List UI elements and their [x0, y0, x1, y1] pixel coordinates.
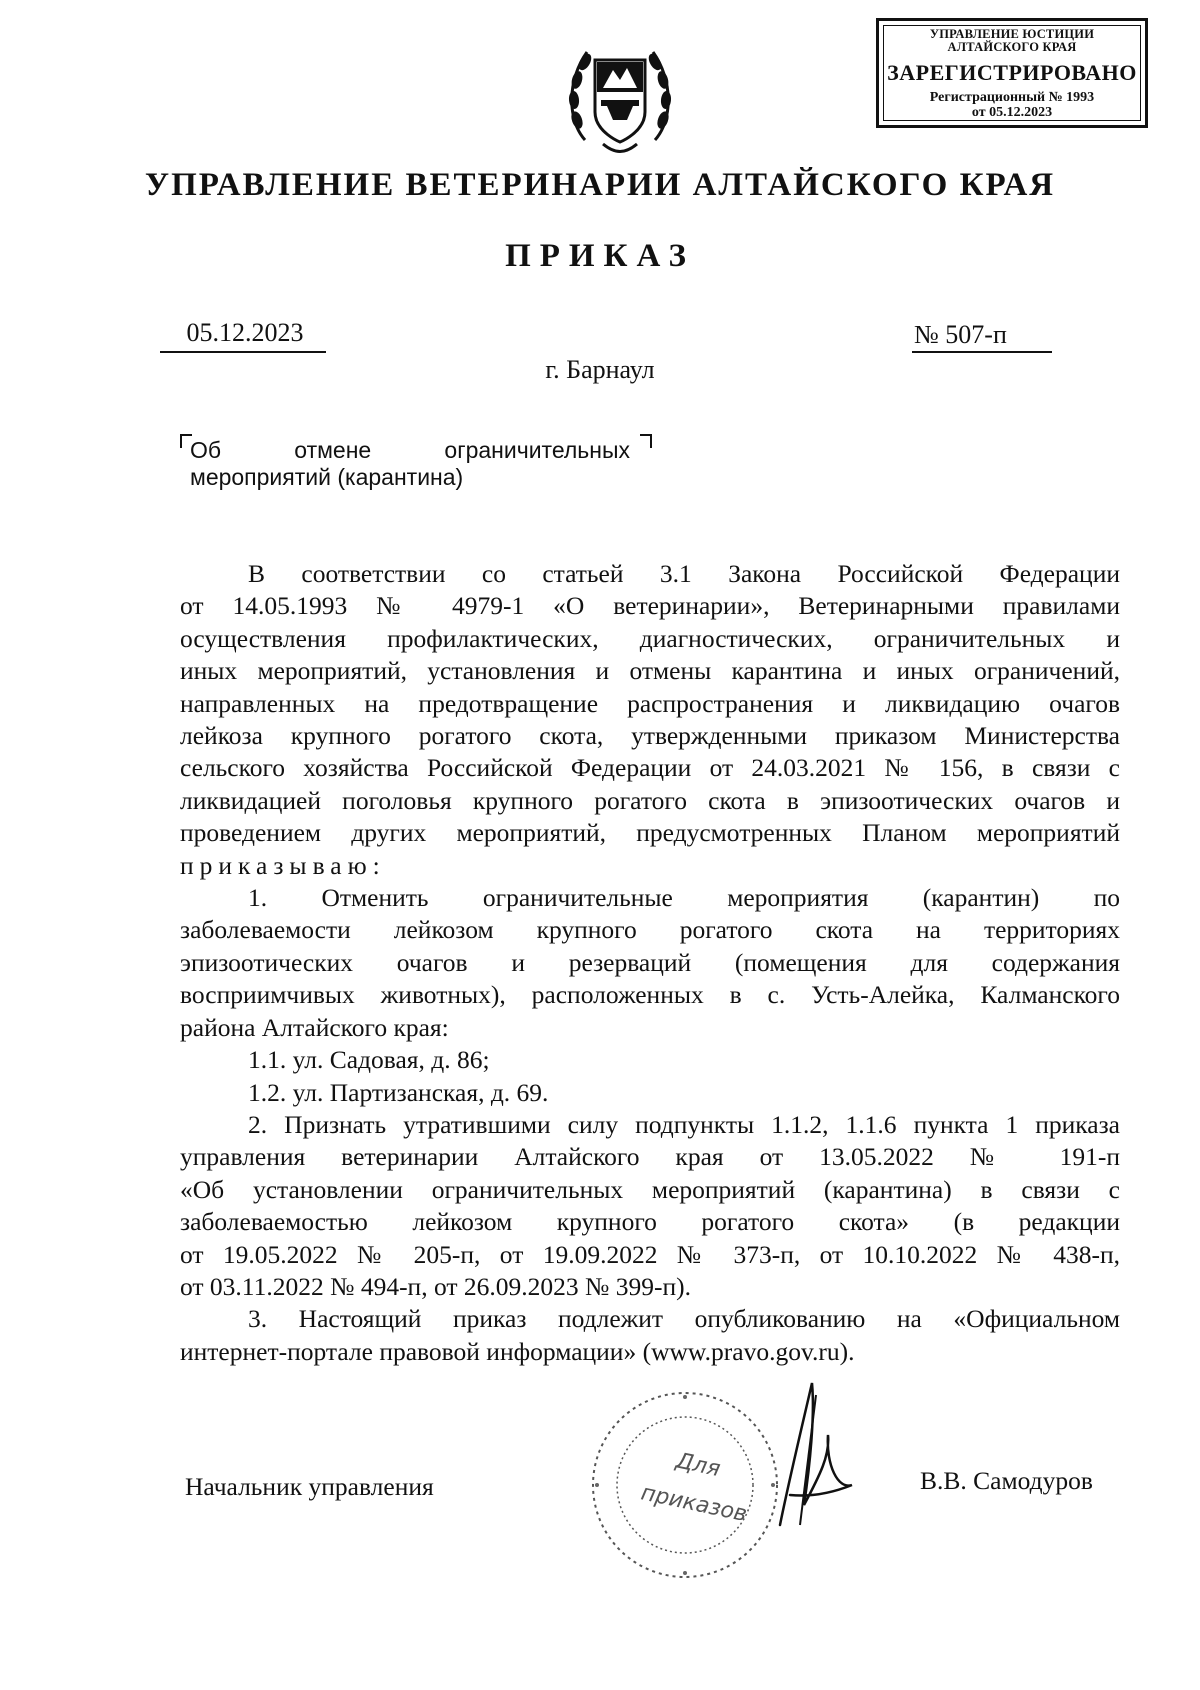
body-line: интернет-портале правовой информации» (www.pravo.gov.ru).: [180, 1336, 855, 1366]
coat-of-arms-icon: [565, 40, 675, 162]
subitem-line: 1.1. ул. Садовая, д. 86;: [248, 1045, 490, 1075]
body-line: от 19.05.2022 № 205-п, от 19.09.2022 № 373-п, от 10.10.2022 № 438-п,: [180, 1239, 1120, 1269]
body-line: иных мероприятий, установления и отмены карантина и иных ограничений,: [180, 656, 1120, 686]
order-date: 05.12.2023: [186, 318, 304, 347]
body-line: района Алтайского края:: [180, 1012, 449, 1042]
agency-name: УПРАВЛЕНИЕ ВЕТЕРИНАРИИ АЛТАЙСКОГО КРАЯ: [144, 167, 1056, 203]
body-line: направленных на предотвращение распространения и ликвидацию очагов: [180, 688, 1120, 718]
body-line: 3. Настоящий приказ подлежит опубликованию на «Официальном: [248, 1304, 1120, 1334]
body-line: 2. Признать утратившими силу подпункты 1.1.2, 1.1.6 пункта 1 приказа: [248, 1109, 1120, 1139]
body-line: проведением других мероприятий, предусмотренных Планом мероприятий: [180, 818, 1120, 848]
subject-word: ограничительных: [444, 437, 630, 463]
subject-word: отмене: [294, 437, 372, 463]
body-line: 1. Отменить ограничительные мероприятия (карантин) по: [248, 883, 1120, 913]
round-seal-icon: [585, 1385, 785, 1585]
subject-word: Об: [190, 437, 222, 463]
subitem-line: 1.2. ул. Партизанская, д. 69.: [248, 1077, 549, 1107]
body-line: заболеваемостью лейкозом крупного рогатого скота» (в редакции: [180, 1207, 1120, 1237]
registration-org-line2: АЛТАЙСКОГО КРАЯ: [947, 40, 1077, 54]
order-directive: приказываю:: [180, 850, 386, 880]
body-line: от 03.11.2022 № 494-п, от 26.09.2023 № 399-п).: [180, 1271, 691, 1301]
body-line: эпизоотических очагов и резерваций (помещения для содержания: [180, 947, 1120, 977]
body-line: управления ветеринарии Алтайского края от 13.05.2022 № 191-п: [180, 1142, 1120, 1172]
seal-text: приказов: [638, 1480, 750, 1528]
subject-corner-right-icon: [640, 434, 652, 448]
date-underline: [160, 351, 326, 353]
document-type: ПРИКАЗ: [505, 238, 695, 274]
body-line: сельского хозяйства Российской Федерации от 24.03.2021 № 156, в связи с: [180, 753, 1120, 783]
signatory-position: Начальник управления: [185, 1472, 434, 1501]
signatory-name: В.В. Самодуров: [920, 1466, 1093, 1495]
body-line: заболеваемости лейкозом крупного рогатого скота на территориях: [180, 915, 1120, 945]
body-line: осуществления профилактических, диагностических, ограничительных и: [180, 623, 1120, 653]
registration-number: Регистрационный № 1993: [929, 90, 1095, 105]
registration-stamp: [876, 18, 1148, 128]
body-line: ликвидацией поголовья крупного рогатого скота в эпизоотических очагов и: [180, 785, 1120, 815]
city: г. Барнаул: [545, 355, 655, 384]
number-underline: [912, 351, 1052, 353]
body-line: от 14.05.1993 № 4979-1 «О ветеринарии», Ветеринарными правилами: [180, 591, 1120, 621]
body-line: лейкоза крупного рогатого скота, утвержденными приказом Министерства: [180, 721, 1120, 751]
seal-text: Для: [673, 1448, 723, 1483]
registration-status: ЗАРЕГИСТРИРОВАНО: [887, 60, 1137, 85]
registration-date: от 05.12.2023: [971, 105, 1053, 120]
order-subject: [190, 437, 630, 491]
handwritten-signature-icon: [760, 1375, 860, 1535]
body-line: В соответствии со статьей 3.1 Закона Российской Федерации: [248, 559, 1120, 588]
body-line: восприимчивых животных), расположенных в с. Усть-Алейка, Калманского: [180, 980, 1120, 1010]
registration-org-line1: УПРАВЛЕНИЕ ЮСТИЦИИ: [929, 27, 1095, 41]
subject-line2: мероприятий (карантина): [190, 464, 464, 490]
order-number: № 507-п: [914, 320, 1007, 349]
order-body: [180, 558, 1120, 1368]
body-line: «Об установлении ограничительных мероприятий (карантина) в связи с: [180, 1174, 1120, 1204]
